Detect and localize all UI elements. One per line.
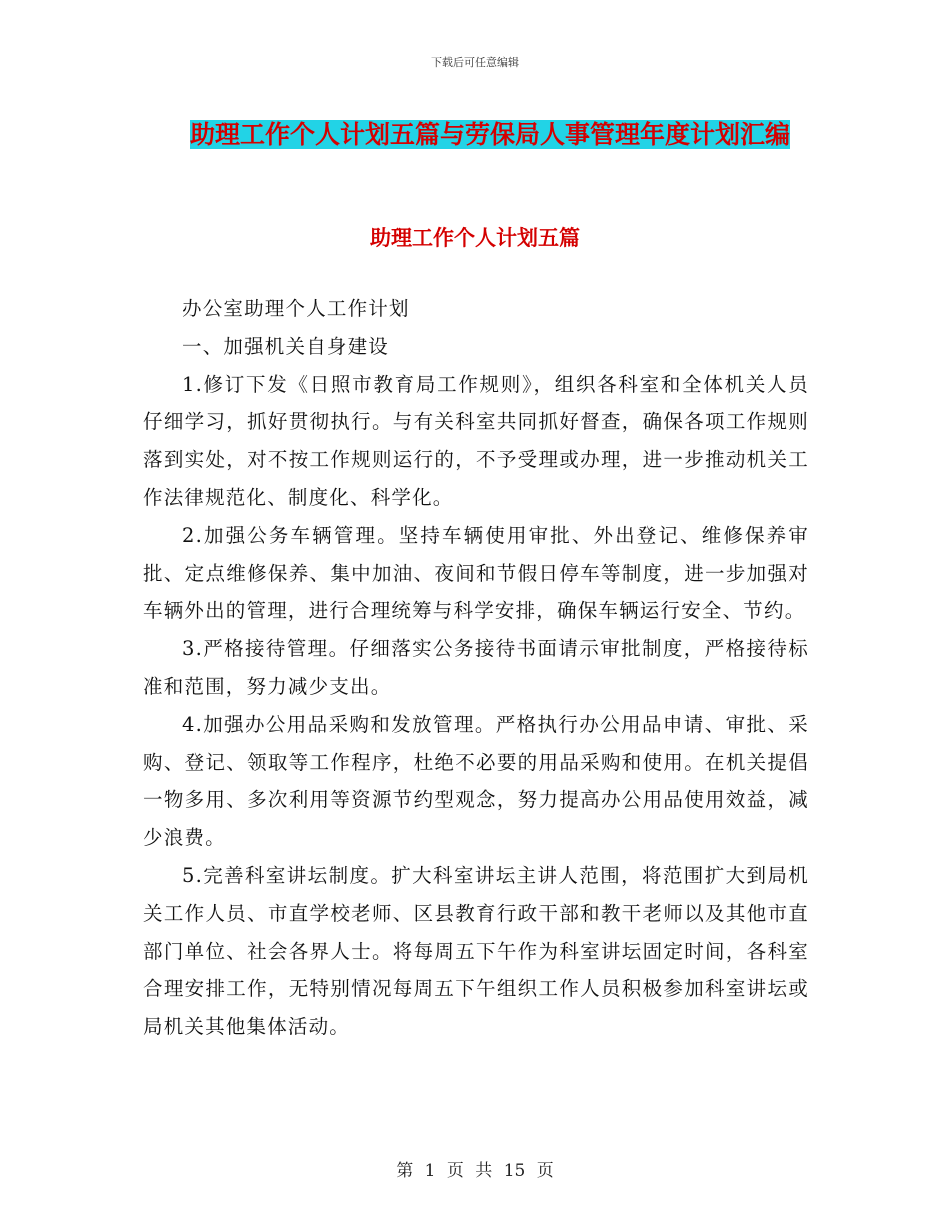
footer-suffix: 页 [536,1161,554,1181]
footer-page-number: 1 [424,1161,436,1181]
section-title: 助理工作个人计划五篇 [370,226,580,250]
footer-page-label: 页 [446,1161,464,1181]
footer-total-pages: 15 [503,1161,526,1181]
document-body [143,290,809,1046]
paragraph-item-1: 1.修订下发《日照市教育局工作规则》，组织各科室和全体机关人员仔细学习，抓好贯彻执行。与有关科室共同抓好督查，确保各项工作规则落到实处，对不按工作规则运行的，不予受理或办理，进一步推动机关工作法律规范化、制度化、科学化。 [143,372,809,509]
page-footer [0,1156,950,1181]
header-note: 下载后可任意编辑 [431,56,519,69]
paragraph-item-3: 3.严格接待管理。仔细落实公务接待书面请示审批制度，严格接待标准和范围，努力减少支出。 [143,637,809,698]
paragraph-item-2: 2.加强公务车辆管理。坚持车辆使用审批、外出登记、维修保养审批、定点维修保养、集中加油、夜间和节假日停车等制度，进一步加强对车辆外出的管理，进行合理统筹与科学安排，确保车辆运行安全、节约。 [143,523,809,623]
paragraph-section: 一、加强机关自身建设 [182,334,390,358]
document-title-text: 助理工作个人计划五篇与劳保局人事管理年度计划汇编 [189,120,790,149]
footer-prefix: 第 [396,1161,414,1181]
footer-total-prefix: 共 [475,1161,493,1181]
paragraph-item-4: 4.加强办公用品采购和发放管理。严格执行办公用品申请、审批、采购、登记、领取等工作程序，杜绝不必要的用品采购和使用。在机关提倡一物多用、多次利用等资源节约型观念，努力提高办公用品使用效益，减少浪费。 [143,712,809,850]
paragraph-heading: 办公室助理个人工作计划 [182,297,410,320]
paragraph-item-5: 5.完善科室讲坛制度。扩大科室讲坛主讲人范围，将范围扩大到局机关工作人员、市直学校老师、区县教育行政干部和教干老师以及其他市直部门单位、社会各界人士。将每周五下午作为科室讲坛固定时间，各科室合理安排工作，无特别情况每周五下午组织工作人员积极参加科室讲坛或局机关其他集体活动。 [143,863,809,1039]
document-title [160,112,820,158]
